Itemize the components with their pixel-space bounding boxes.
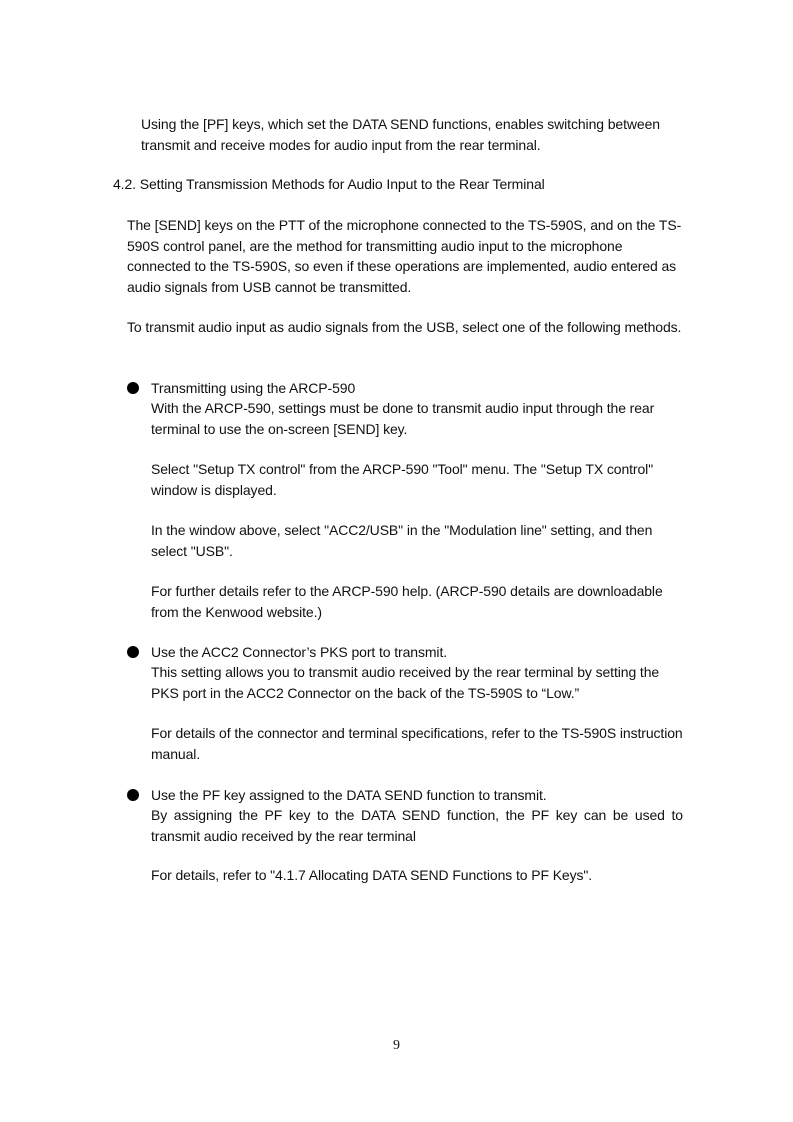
- page-number: 9: [393, 1038, 400, 1053]
- section-heading: 4.2. Setting Transmission Methods for Audio Input to the Rear Terminal: [113, 176, 545, 192]
- body-paragraph: The [SEND] keys on the PTT of the microphone connected to the TS-590S, and on the TS-590S control panel, are the method for transmitting audio input to the microphone connected to the TS-590S, so even if these operations are implemented, audio entered as audio signals from USB cannot be transmitted.: [127, 217, 682, 295]
- bullet-paragraph: By assigning the PF key to the DATA SEND function, the PF key can be used to transmit audio received by the rear terminal: [151, 807, 683, 844]
- bullet-icon: [127, 382, 139, 394]
- bullet-paragraph: For further details refer to the ARCP-590 help. (ARCP-590 details are downloadable from the Kenwood website.): [151, 583, 663, 620]
- bullet-paragraph: Select "Setup TX control" from the ARCP-590 "Tool" menu. The "Setup TX control" window is displayed.: [151, 461, 654, 498]
- bullet-paragraph: With the ARCP-590, settings must be done to transmit audio input through the rear terminal to use the on-screen [SEND] key.: [151, 400, 655, 437]
- bullet-icon: [127, 646, 139, 658]
- bullet-icon: [127, 789, 139, 801]
- intro-paragraph: Using the [PF] keys, which set the DATA SEND functions, enables switching between transmit and receive modes for audio input from the rear terminal.: [141, 116, 660, 153]
- bullet-title: Transmitting using the ARCP-590: [151, 380, 356, 396]
- bullet-paragraph: This setting allows you to transmit audio received by the rear terminal by setting the PKS port in the ACC2 Connector on the back of the TS-590S to “Low.”: [151, 664, 660, 701]
- bullet-paragraph: In the window above, select "ACC2/USB" in the "Modulation line" setting, and then select "USB".: [151, 522, 653, 559]
- body-paragraph: To transmit audio input as audio signals from the USB, select one of the following methods.: [127, 319, 682, 335]
- bullet-title: Use the ACC2 Connector’s PKS port to transmit.: [151, 644, 448, 660]
- bullet-paragraph: For details of the connector and terminal specifications, refer to the TS-590S instruction manual.: [151, 725, 683, 762]
- bullet-title: Use the PF key assigned to the DATA SEND function to transmit.: [151, 787, 547, 803]
- bullet-paragraph: For details, refer to "4.1.7 Allocating DATA SEND Functions to PF Keys".: [151, 867, 593, 883]
